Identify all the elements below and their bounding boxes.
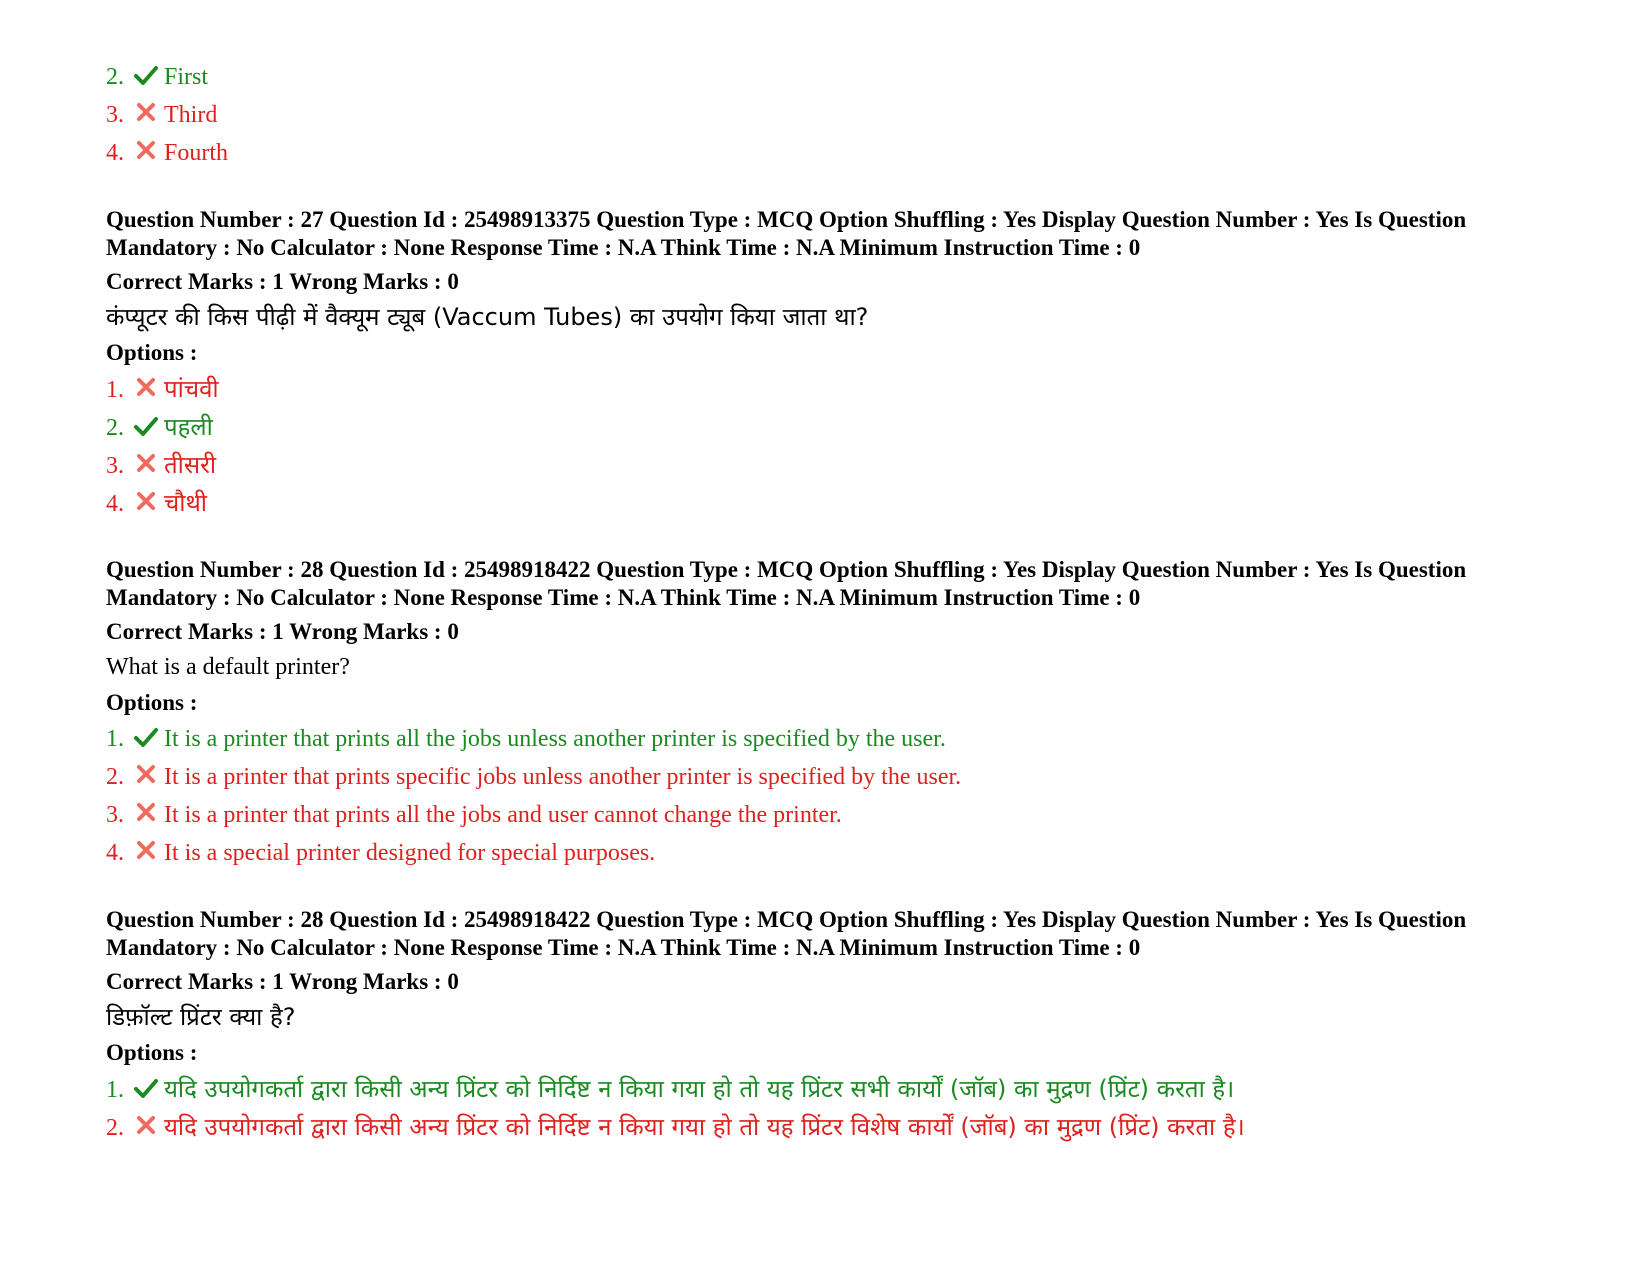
option-number: 2.: [106, 764, 124, 790]
check-icon: [134, 726, 158, 748]
option-number: 2.: [106, 415, 124, 441]
question-meta: Question Number : 28 Question Id : 25498918422 Question Type : MCQ Option Shuffling : Yes Display Question Number : Yes Is Question Mandatory : No Calculator : None Response Time : N.A Think Time : N.A Minimum Instruction Time : 0: [106, 907, 1467, 960]
option-row: [106, 408, 1651, 446]
option-text: तीसरी: [164, 451, 217, 479]
question-text: कंप्यूटर की किस पीढ़ी में वैक्यूम ट्यूब (Vaccum Tubes) का उपयोग किया जाता था?: [106, 303, 869, 331]
question-meta: Question Number : 27 Question Id : 25498913375 Question Type : MCQ Option Shuffling : Yes Display Question Number : Yes Is Question Mandatory : No Calculator : None Response Time : N.A Think Time : N.A Minimum Instruction Time : 0: [106, 207, 1467, 260]
question-text: What is a default printer?: [106, 654, 350, 680]
top-options-list: [106, 58, 1651, 172]
option-text: It is a special printer designed for special purposes.: [164, 840, 656, 866]
option-number: 4.: [106, 140, 124, 166]
option-text: It is a printer that prints all the jobs and user cannot change the printer.: [164, 802, 842, 828]
question-block: [106, 906, 1651, 1146]
check-icon: [134, 415, 158, 437]
option-row: [106, 1108, 1651, 1146]
options-label: Options :: [106, 1040, 198, 1065]
option-row: [106, 370, 1651, 408]
option-text: पहली: [164, 413, 213, 441]
option-row: [106, 720, 1651, 758]
option-row: [106, 58, 1651, 96]
option-row: [106, 446, 1651, 484]
option-number: 1.: [106, 377, 124, 403]
cross-icon: [134, 1115, 158, 1137]
check-icon: [134, 64, 158, 86]
cross-icon: [134, 102, 158, 124]
option-text: यदि उपयोगकर्ता द्वारा किसी अन्य प्रिंटर को निर्दिष्ट न किया गया हो तो यह प्रिंटर सभी कार्यों (जॉब) का मुद्रण (प्रिंट) करता है।: [164, 1075, 1235, 1103]
option-text: Third: [164, 102, 218, 128]
option-number: 2.: [106, 64, 124, 90]
option-number: 1.: [106, 1077, 124, 1103]
cross-icon: [134, 764, 158, 786]
options-label: Options :: [106, 690, 198, 715]
option-number: 1.: [106, 726, 124, 752]
question-text: डिफ़ॉल्ट प्रिंटर क्या है?: [106, 1003, 296, 1031]
option-row: [106, 834, 1651, 872]
option-number: 3.: [106, 802, 124, 828]
cross-icon: [134, 377, 158, 399]
option-row: [106, 484, 1651, 522]
question-block: [106, 556, 1651, 872]
option-number: 2.: [106, 1115, 124, 1141]
question-marks: Correct Marks : 1 Wrong Marks : 0: [106, 969, 459, 994]
question-meta: Question Number : 28 Question Id : 25498918422 Question Type : MCQ Option Shuffling : Yes Display Question Number : Yes Is Question Mandatory : No Calculator : None Response Time : N.A Think Time : N.A Minimum Instruction Time : 0: [106, 557, 1467, 610]
cross-icon: [134, 453, 158, 475]
cross-icon: [134, 491, 158, 513]
option-number: 3.: [106, 102, 124, 128]
options-label: Options :: [106, 340, 198, 365]
cross-icon: [134, 840, 158, 862]
option-text: पांचवी: [164, 375, 219, 403]
question-marks: Correct Marks : 1 Wrong Marks : 0: [106, 619, 459, 644]
option-row: [106, 796, 1651, 834]
option-row: [106, 1070, 1651, 1108]
question-block: [106, 206, 1651, 522]
option-text: It is a printer that prints all the jobs unless another printer is specified by the user.: [164, 726, 946, 752]
cross-icon: [134, 140, 158, 162]
option-number: 4.: [106, 840, 124, 866]
option-number: 3.: [106, 453, 124, 479]
option-row: [106, 134, 1651, 172]
option-row: [106, 758, 1651, 796]
check-icon: [134, 1077, 158, 1099]
option-text: चौथी: [164, 489, 208, 517]
option-text: यदि उपयोगकर्ता द्वारा किसी अन्य प्रिंटर को निर्दिष्ट न किया गया हो तो यह प्रिंटर विशेष कार्यों (जॉब) का मुद्रण (प्रिंट) करता है।: [164, 1113, 1245, 1141]
option-text: Fourth: [164, 140, 229, 166]
question-marks: Correct Marks : 1 Wrong Marks : 0: [106, 269, 459, 294]
option-number: 4.: [106, 491, 124, 517]
option-text: First: [164, 64, 209, 90]
cross-icon: [134, 802, 158, 824]
option-text: It is a printer that prints specific jobs unless another printer is specified by the user.: [164, 764, 962, 790]
option-row: [106, 96, 1651, 134]
